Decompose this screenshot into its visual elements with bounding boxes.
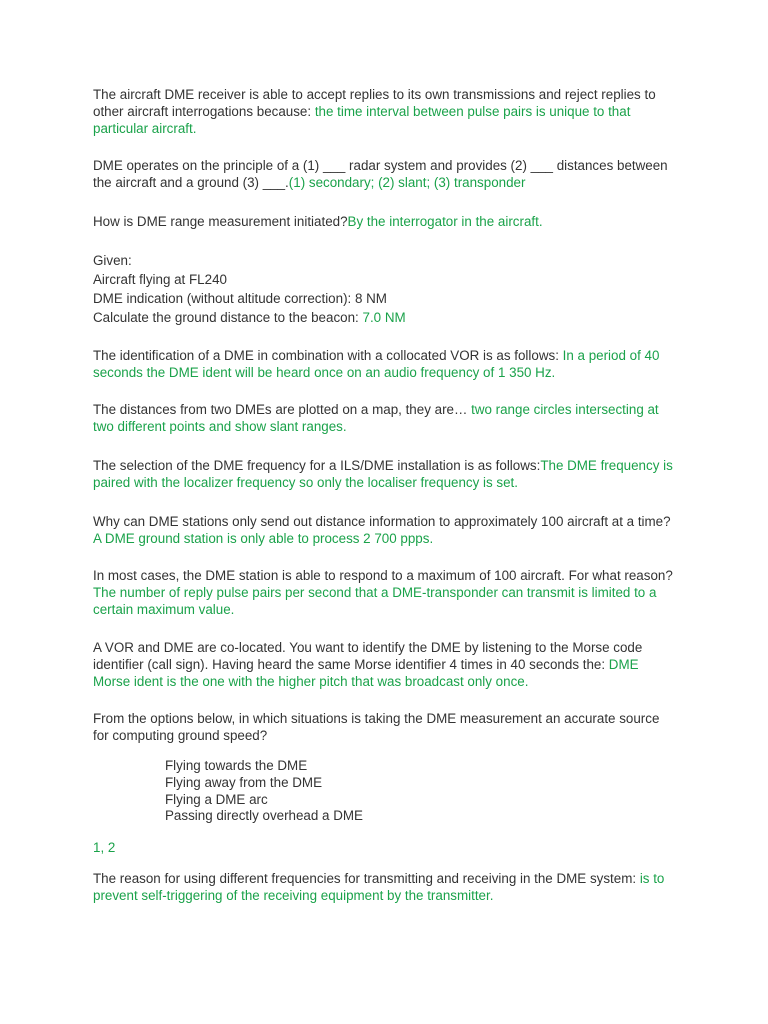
given-question (93, 308, 678, 327)
question-text: Calculate the ground distance to the beacon: (93, 310, 363, 325)
document-body (93, 86, 678, 904)
answer-text: the time interval between pulse pairs is unique to that particular aircraft. (93, 104, 631, 136)
question-7 (93, 457, 678, 491)
option-item: Passing directly overhead a DME (165, 808, 363, 824)
options-list (93, 758, 678, 825)
question-4 (93, 251, 678, 327)
question-12 (93, 870, 678, 904)
question-text: Why can DME stations only send out distance information to approximately 100 aircraft at a time? (93, 514, 671, 529)
given-line-1: Aircraft flying at FL240 (93, 272, 227, 287)
question-text: The selection of the DME frequency for a ILS/DME installation is as follows: (93, 458, 541, 473)
question-text: The reason for using different frequencies for transmitting and receiving in the DME system: (93, 871, 640, 887)
answer-text: (1) secondary; (2) slant; (3) transponder (288, 175, 526, 190)
question-9 (93, 567, 678, 618)
question-text: DME operates on the principle of a (1) ___ radar system and provides (2) ___ distances between the aircraft and a ground (3) ___. (93, 158, 668, 190)
question-10 (93, 639, 678, 690)
question-5 (93, 347, 678, 381)
question-text: In most cases, the DME station is able to respond to a maximum of 100 aircraft. For what reason? (93, 568, 673, 583)
answer-text: The number of reply pulse pairs per second that a DME-transponder can transmit is limited to a certain maximum value. (93, 585, 657, 617)
option-item: Flying towards the DME (165, 758, 308, 773)
given-line-2: DME indication (without altitude correction): 8 NM (93, 291, 387, 306)
question-1 (93, 86, 678, 137)
answer-text: is to prevent self-triggering of the receiving equipment by the transmitter. (93, 871, 665, 904)
question-text: The aircraft DME receiver is able to accept replies to its own transmissions and reject replies to other aircraft interrogations because: (93, 87, 656, 119)
question-text: A VOR and DME are co-located. You want to identify the DME by listening to the Morse code identifier (call sign). Having heard the same Morse identifier 4 times in 40 seconds the: (93, 640, 643, 672)
question-text: How is DME range measurement initiated? (93, 214, 348, 229)
option-item: Flying away from the DME (165, 774, 323, 790)
answer-text: 1, 2 (93, 840, 116, 856)
question-11 (93, 710, 678, 744)
answer-text: In a period of 40 seconds the DME ident will be heard once on an audio frequency of 1 350 Hz. (93, 348, 660, 380)
answer-text: The DME frequency is paired with the localizer frequency so only the localiser frequency is set. (93, 458, 673, 490)
answer-text: By the interrogator in the aircraft. (347, 214, 543, 229)
answer-text: DME Morse ident is the one with the higher pitch that was broadcast only once. (93, 657, 639, 689)
question-text: The distances from two DMEs are plotted on a map, they are… (93, 402, 472, 417)
answer-text: two range circles intersecting at two different points and show slant ranges. (93, 402, 659, 434)
question-6 (93, 401, 678, 435)
answer-text: 7.0 NM (362, 310, 406, 325)
option-item: Flying a DME arc (165, 791, 268, 807)
question-2 (93, 157, 678, 191)
question-text: From the options below, in which situations is taking the DME measurement an accurate source for computing ground speed? (93, 711, 660, 743)
question-text: The identification of a DME in combination with a collocated VOR is as follows: (93, 348, 563, 363)
question-8 (93, 513, 678, 547)
answer-text: A DME ground station is only able to process 2 700 ppps. (93, 531, 434, 546)
given-label: Given: (93, 253, 132, 268)
question-3 (93, 213, 678, 230)
